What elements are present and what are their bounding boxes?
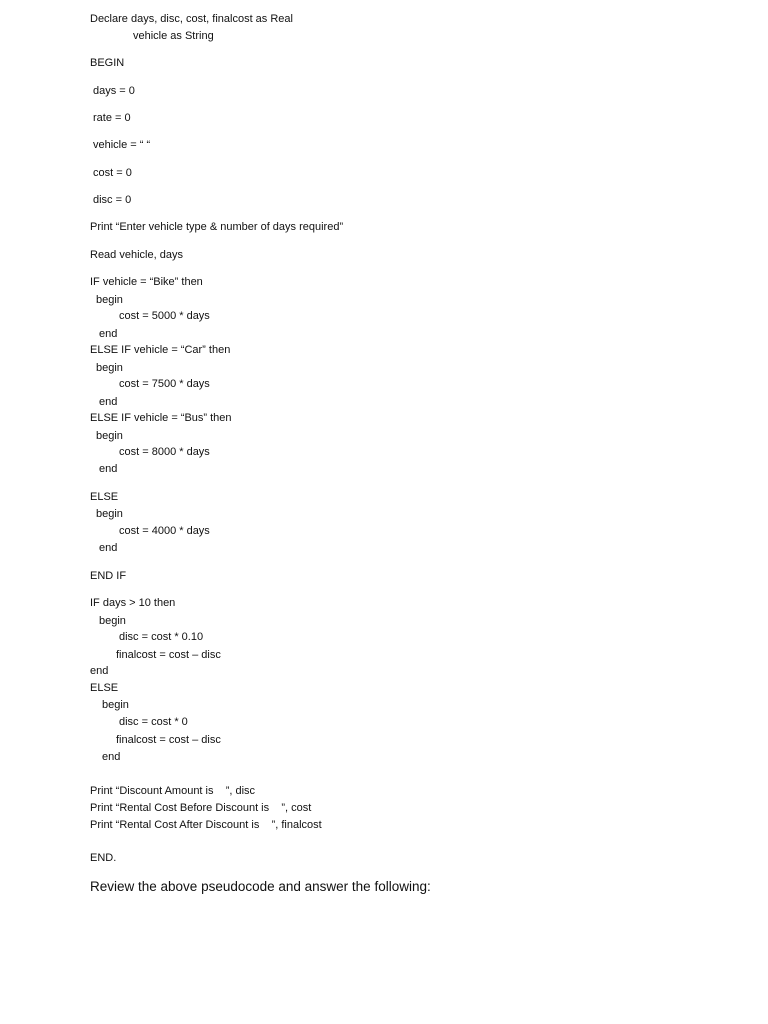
code-line: Declare days, disc, cost, finalcost as Real [90,13,293,25]
code-line: end [99,328,118,340]
code-line: ELSE IF vehicle = “Car” then [90,344,231,356]
code-line: BEGIN [90,57,125,69]
code-line: begin [96,430,123,442]
code-line: Print “Discount Amount is ”, disc [90,785,256,797]
code-line: end [99,542,118,554]
code-line: rate = 0 [93,112,131,124]
code-line: finalcost = cost – disc [116,734,221,746]
code-line: ELSE IF vehicle = “Bus” then [90,412,232,424]
code-line: vehicle = “ “ [93,139,151,151]
code-line: disc = cost * 0.10 [119,631,204,643]
code-line: cost = 4000 * days [119,525,210,537]
code-line: finalcost = cost – disc [116,649,221,661]
code-line: begin [96,508,123,520]
code-line: Print “Enter vehicle type & number of days required” [90,221,344,233]
code-line: end [102,751,121,763]
code-line: begin [96,294,123,306]
code-line: cost = 7500 * days [119,378,210,390]
code-line: END. [90,852,117,864]
code-line: end [90,665,109,677]
code-line: days = 0 [93,85,135,97]
code-line: begin [99,615,126,627]
code-line: IF days > 10 then [90,597,176,609]
code-line: ELSE [90,682,119,694]
code-line: cost = 0 [93,167,132,179]
code-line: disc = 0 [93,194,132,206]
code-line: disc = cost * 0 [119,716,188,728]
code-line: Print “Rental Cost After Discount is ”, finalcost [90,819,322,831]
code-line: Read vehicle, days [90,249,183,261]
code-line: cost = 8000 * days [119,446,210,458]
code-line: end [99,463,118,475]
code-line: end [99,396,118,408]
code-line: IF vehicle = “Bike” then [90,276,203,288]
code-line: Print “Rental Cost Before Discount is ”, cost [90,802,312,814]
review-question: Review the above pseudocode and answer the following: [90,879,431,894]
code-line: ELSE [90,491,119,503]
code-line: END IF [90,570,127,582]
code-line: cost = 5000 * days [119,310,210,322]
code-line: begin [96,362,123,374]
code-line: vehicle as String [133,30,214,42]
code-line: begin [102,699,129,711]
